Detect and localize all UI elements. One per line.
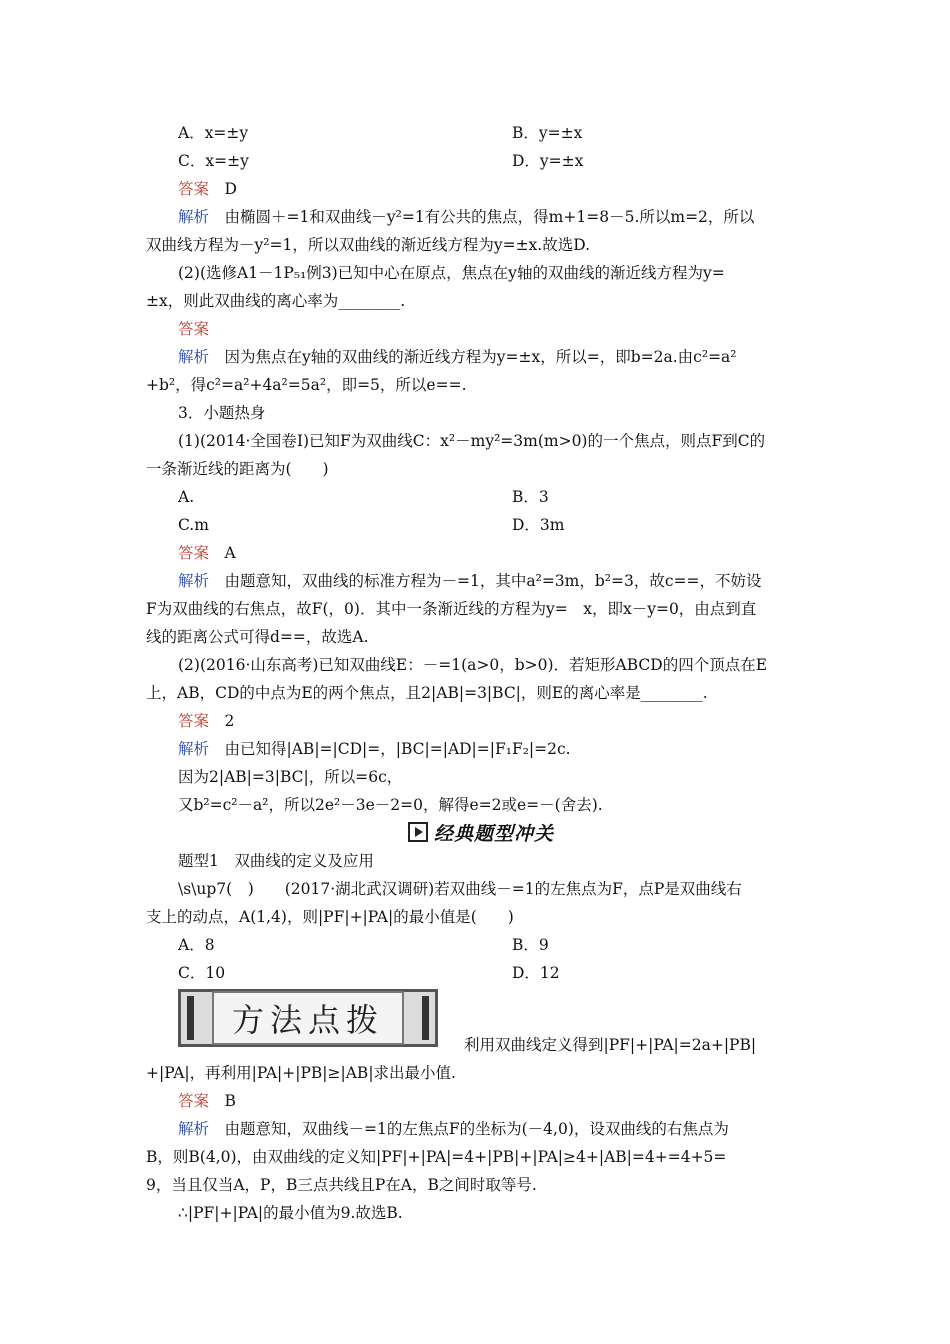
line-text: (2)(选修A1－1P₅₁例3)已知中心在原点，焦点在y轴的双曲线的渐近线方程为y= <box>178 264 725 282</box>
analysis-label: 解析 <box>178 740 210 758</box>
answer-label: 答案 <box>178 544 210 562</box>
line-text: C．10 <box>178 964 226 982</box>
line-text: D．3m <box>512 516 565 534</box>
text-line <box>146 458 329 480</box>
line-text: 9，当且仅当A，P，B三点共线且P在A，B之间时取等号. <box>146 1176 537 1194</box>
text-line <box>464 1034 756 1056</box>
line-text: 因为2|AB|=3|BC|，所以=6c， <box>178 768 403 786</box>
line-text: ±x，则此双曲线的离心率为________. <box>146 292 406 310</box>
text-line <box>146 290 405 312</box>
text-line <box>178 878 742 900</box>
method-tip-title: 方法点拨 <box>212 991 404 1045</box>
text-line <box>512 962 560 984</box>
text-line <box>178 710 234 732</box>
line-text: 一条渐近线的距离为( ) <box>146 460 329 478</box>
analysis-label: 解析 <box>178 208 210 226</box>
section-banner <box>408 817 554 847</box>
line-text: 双曲线方程为－y²=1，所以双曲线的渐近线方程为y=±x.故选D. <box>146 236 591 254</box>
line-text: B．3 <box>512 488 549 506</box>
text-line <box>178 1090 236 1112</box>
line-text: 由椭圆＋=1和双曲线－y²=1有公共的焦点，得m+1=8－5.所以m=2，所以 <box>209 208 755 226</box>
text-line <box>178 430 765 452</box>
analysis-label: 解析 <box>178 1120 210 1138</box>
line-text: 因为焦点在y轴的双曲线的渐近线方程为y=±x，所以=，即b=2a.由c²=a² <box>209 348 737 366</box>
text-line <box>178 318 209 340</box>
line-text: 利用双曲线定义得到|PF|+|PA|=2a+|PB| <box>464 1036 757 1054</box>
line-text: 支上的动点，A(1,4)，则|PF|+|PA|的最小值是( ) <box>146 908 514 926</box>
play-icon <box>408 822 428 842</box>
text-line <box>178 850 374 872</box>
text-line <box>178 738 571 760</box>
line-text: F为双曲线的右焦点，故F(，0)．其中一条渐近线的方程为y= x，即x－y=0，由点到直 <box>146 600 757 618</box>
text-line <box>178 262 725 284</box>
text-line <box>178 962 225 984</box>
text-line <box>178 402 265 424</box>
line-text: 由已知得|AB|=|CD|=，|BC|=|AD|=|F₁F₂|=2c. <box>209 740 571 758</box>
text-line <box>146 1146 726 1168</box>
answer-label: 答案 <box>178 712 210 730</box>
left-bracket-bar <box>187 996 194 1040</box>
text-line <box>178 570 762 592</box>
text-line <box>146 1174 537 1196</box>
line-text: ∴|PF|+|PA|的最小值为9.故选B. <box>178 1204 403 1222</box>
text-line <box>146 374 467 396</box>
text-line <box>178 486 194 508</box>
analysis-label: 解析 <box>178 348 210 366</box>
line-text: 题型1 双曲线的定义及应用 <box>178 852 374 870</box>
text-line <box>146 598 756 620</box>
text-line <box>512 934 549 956</box>
line-text: A．8 <box>178 936 215 954</box>
line-text: (2)(2016·山东高考)已知双曲线E：－=1(a>0，b>0)．若矩形ABCD的四个顶点在E <box>178 656 768 674</box>
text-line <box>178 122 248 144</box>
text-line <box>512 514 565 536</box>
line-text: 又b²=c²－a²，所以2e²－3e－2=0，解得e=2或e=－(舍去). <box>178 796 603 814</box>
line-text: A <box>209 544 236 562</box>
text-line <box>146 1062 456 1084</box>
answer-label: 答案 <box>178 180 210 198</box>
text-line <box>146 906 514 928</box>
text-line <box>178 1118 729 1140</box>
text-line <box>178 206 754 228</box>
text-line <box>178 934 215 956</box>
line-text: 2 <box>209 712 235 730</box>
text-line <box>178 766 402 788</box>
text-line <box>178 150 249 172</box>
text-line <box>178 654 767 676</box>
line-text: A．x=±y <box>178 124 249 142</box>
text-line <box>146 626 369 648</box>
text-line <box>178 542 236 564</box>
text-line <box>146 682 708 704</box>
line-text: 3．小题热身 <box>178 404 266 422</box>
line-text: C．x=±y <box>178 152 249 170</box>
line-text: +b²，得c²=a²+4a²=5a²，即=5，所以e==. <box>146 376 467 394</box>
line-text: \s\up7( ) (2017·湖北武汉调研)若双曲线－=1的左焦点为F，点P是双曲线右 <box>178 880 742 898</box>
text-line <box>512 150 583 172</box>
text-line <box>178 1202 403 1224</box>
line-text: (1)(2014·全国卷Ⅰ)已知F为双曲线C：x²－my²=3m(m>0)的一个焦点，则点F到C的 <box>178 432 766 450</box>
line-text: 由题意知，双曲线－=1的左焦点F的坐标为(－4,0)，设双曲线的右焦点为 <box>209 1120 729 1138</box>
line-text: B <box>209 1092 236 1110</box>
text-line <box>146 234 590 256</box>
method-tip-box <box>178 989 438 1047</box>
line-text: +|PA|，再利用|PA|+|PB|≥|AB|求出最小值. <box>146 1064 456 1082</box>
text-line <box>178 346 737 368</box>
text-line <box>178 178 237 200</box>
line-text: D．y=±x <box>512 152 584 170</box>
answer-label: 答案 <box>178 1092 210 1110</box>
line-text: B，则B(4,0)，由双曲线的定义知|PF|+|PA|=4+|PB|+|PA|≥4+|AB|=4+=4+5= <box>146 1148 727 1166</box>
line-text: 线的距离公式可得d==，故选A. <box>146 628 369 646</box>
answer-label: 答案 <box>178 320 210 338</box>
line-text: A. <box>178 488 195 506</box>
line-text: D．12 <box>512 964 560 982</box>
text-line <box>512 486 549 508</box>
section-banner-title: 经典题型冲关 <box>434 822 555 845</box>
text-line <box>178 514 209 536</box>
right-bracket-bar <box>422 996 429 1040</box>
line-text: 由题意知，双曲线的标准方程为－=1，其中a²=3m，b²=3，故c==，不妨设 <box>209 572 762 590</box>
line-text: B．y=±x <box>512 124 583 142</box>
line-text: B．9 <box>512 936 549 954</box>
text-line <box>512 122 582 144</box>
line-text: C.m <box>178 516 209 534</box>
line-text: D <box>209 180 237 198</box>
analysis-label: 解析 <box>178 572 210 590</box>
text-line <box>178 794 603 816</box>
line-text: 上，AB，CD的中点为E的两个焦点，且2|AB|=3|BC|，则E的离心率是________. <box>146 684 708 702</box>
